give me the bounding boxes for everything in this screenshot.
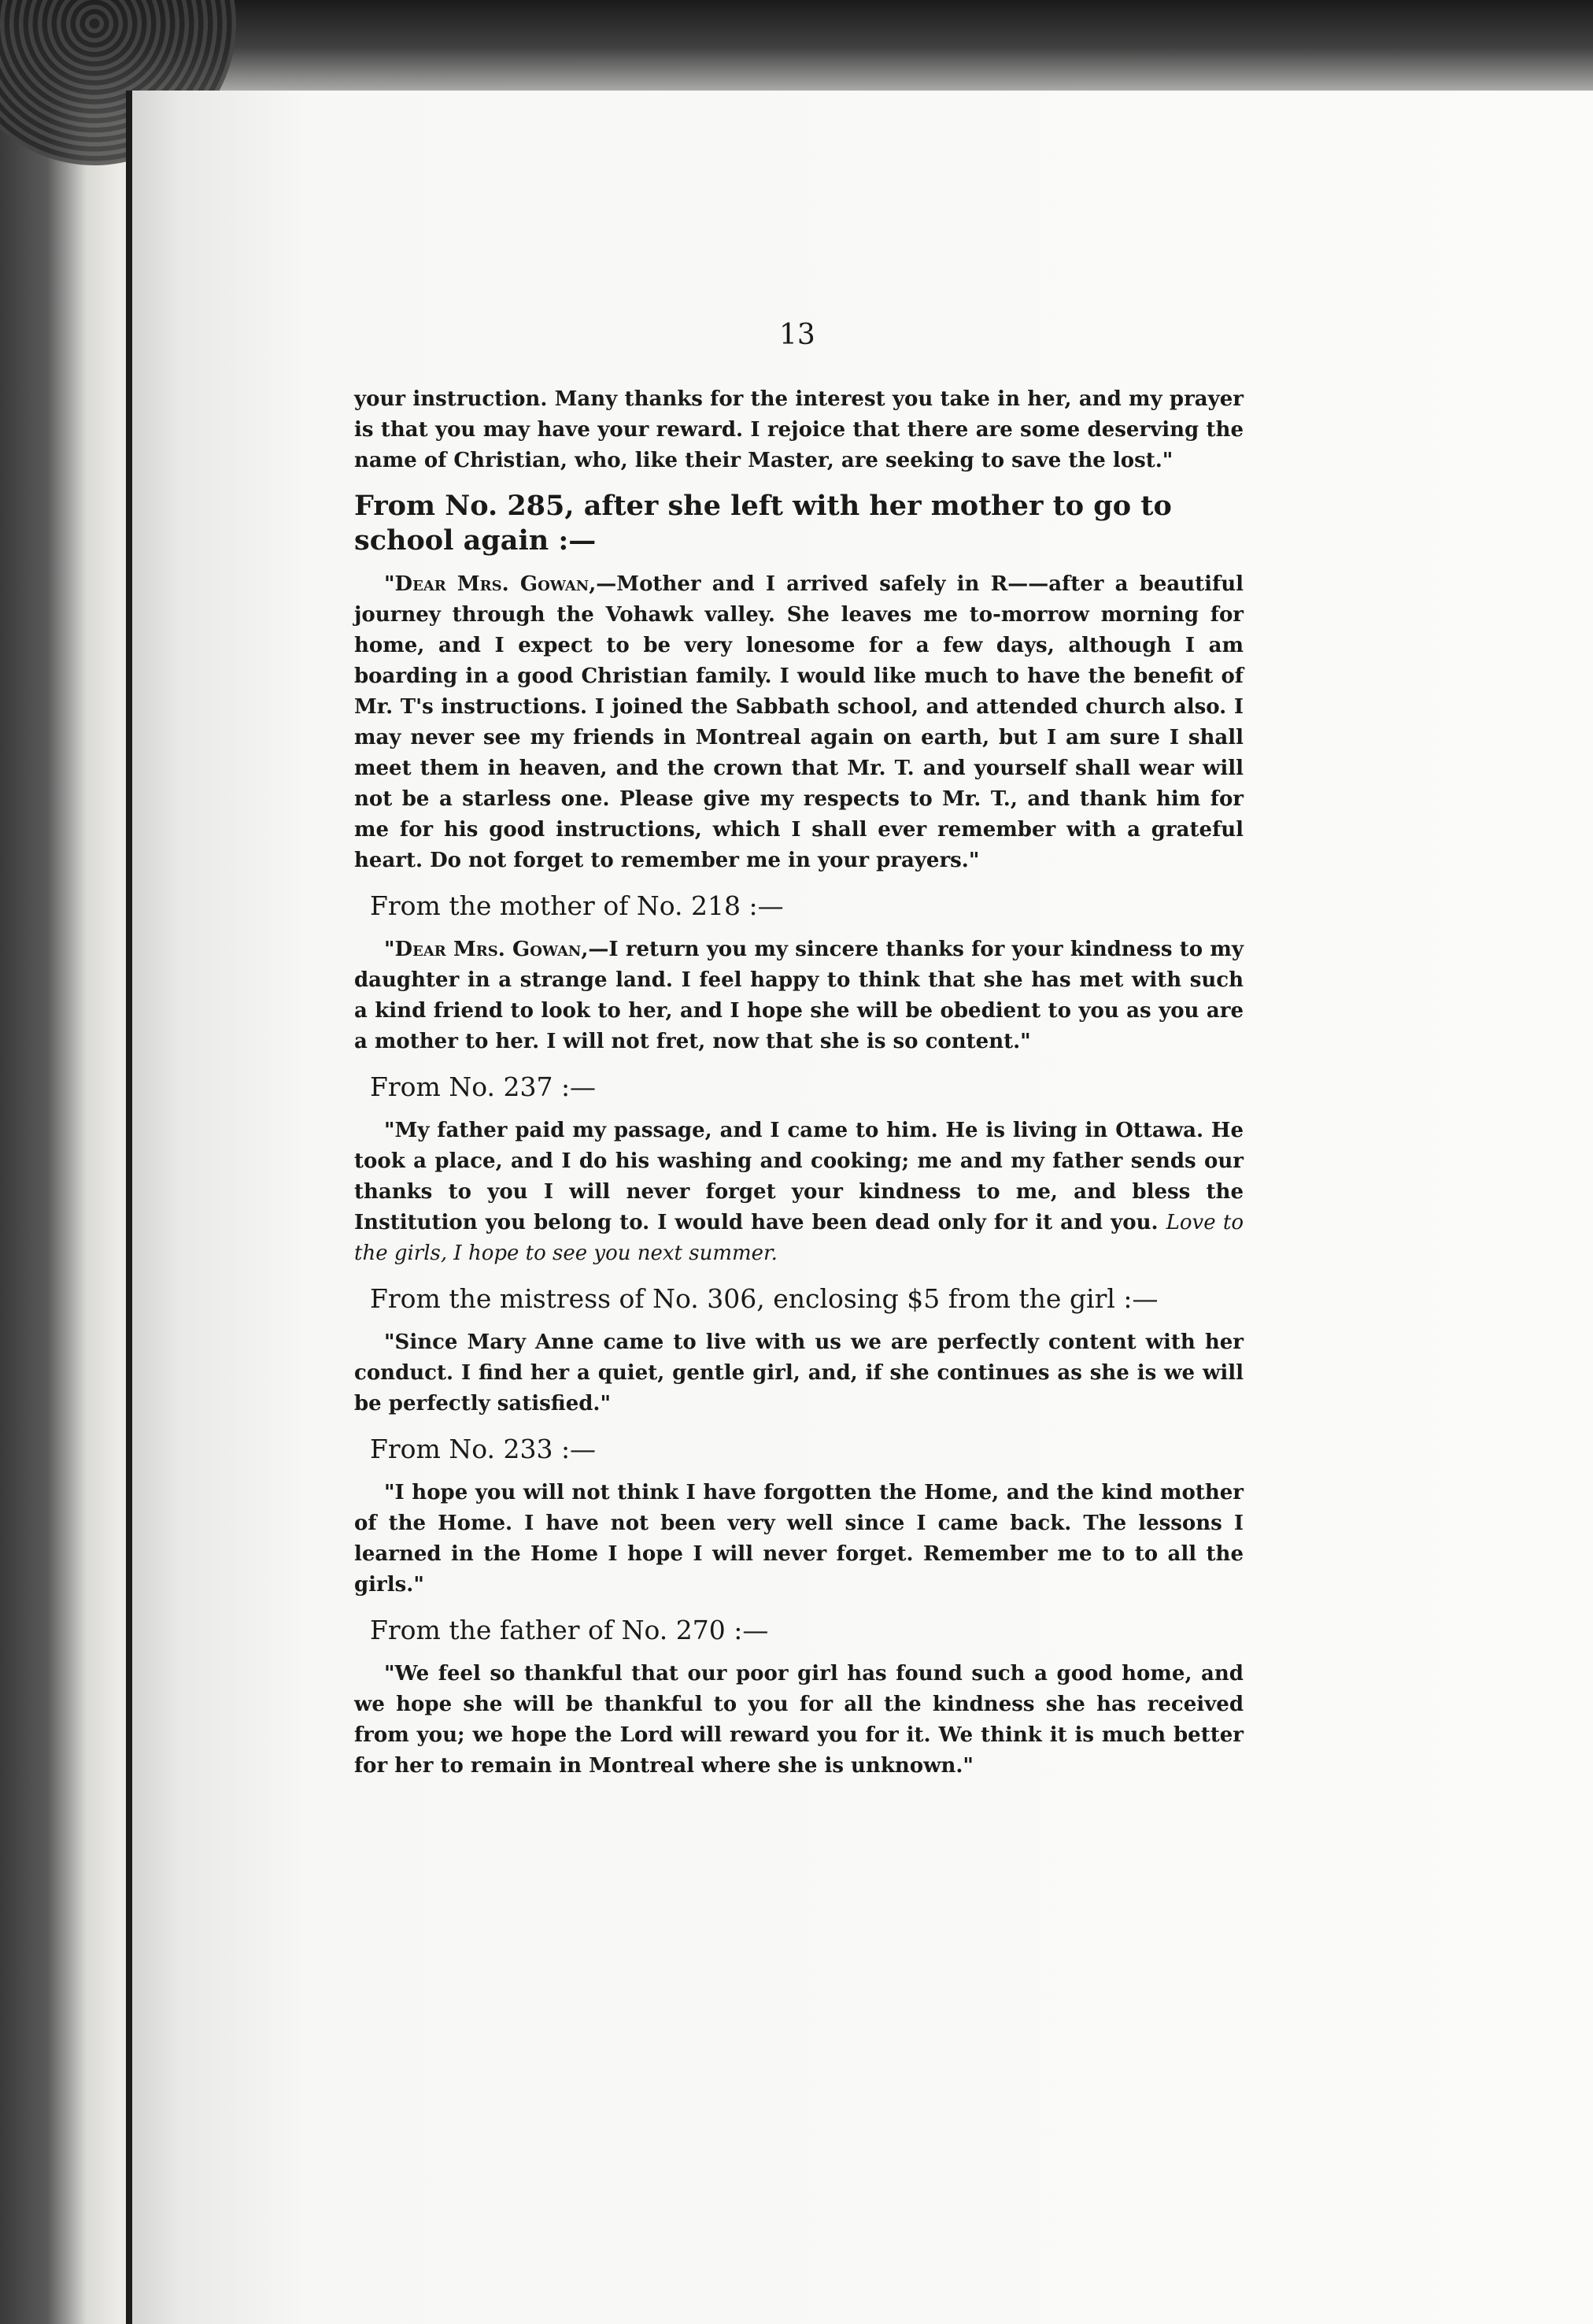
letter-218-body: —I return you my sincere thanks for your kindness to my daughter in a strange land. I feel happy to think that she has met with such a kind friend to look to her, and I hope she will be obedient to you as you are a mother to her. I will not fret, now that she is so content." xyxy=(354,938,1244,1053)
letter-285 xyxy=(354,569,1244,876)
letter-237 xyxy=(354,1116,1244,1269)
heading-270: From the father of No. 270 :— xyxy=(370,1615,769,1645)
letter-233: "I hope you will not think I have forgotten the Home, and the kind mother of the Home. I have not been very well since I came back. The lessons I learned in the Home I hope I will never forget. Remember me to to all the girls." xyxy=(354,1481,1244,1597)
letter-270: "We feel so thankful that our poor girl has found such a good home, and we hope she will be thankful to you for all the kindness she has received from you; we hope the Lord will reward you for it. We think it is much better for her to remain in Montreal where she is unknown." xyxy=(354,1662,1244,1778)
letter-237-body: "My father paid my passage, and I came to him. He is living in Ottawa. He took a place, and I do his washing and cooking; me and my father sends our thanks to you I will never forget your kindness to me, and bless the Institution you belong to. I would have been dead only for it and you. xyxy=(354,1119,1244,1234)
salutation: "Dear Mrs. Gowan, xyxy=(384,938,589,961)
letter-237-postscript: Love to the girls, I hope to see you next summer. xyxy=(354,1211,1244,1265)
letter-218 xyxy=(354,934,1244,1057)
heading-285: From No. 285, after she left with her mother to go to school again :— xyxy=(354,490,1172,557)
heading-218: From the mother of No. 218 :— xyxy=(370,890,784,921)
letter-285-body: —Mother and I arrived safely in R——after a beautiful journey through the Vohawk valley. She leaves me to-morrow morning for home, and I expect to be very lonesome for a few days, although I am boarding in a good Christian family. I would like much to have the benefit of Mr. T's instructions. I joined the Sabbath school, and attended church also. I may never see my friends in Montreal again on earth, but I am sure I shall meet them in heaven, and the crown that Mr. T. and yourself shall wear will not be a starless one. Please give my respects to Mr. T., and thank him for me for his good instructions, which I shall ever remember with a grateful heart. Do not forget to remember me in your prayers." xyxy=(354,572,1244,872)
letter-306: "Since Mary Anne came to live with us we are perfectly content with her conduct. I find her a quiet, gentle girl, and, if she continues as she is we will be perfectly satisfied." xyxy=(354,1330,1244,1415)
page-number: 13 xyxy=(779,319,815,351)
page-text xyxy=(354,384,1244,1782)
heading-306: From the mistress of No. 306, enclosing $5 from the girl :— xyxy=(370,1283,1159,1314)
heading-237: From No. 237 :— xyxy=(370,1071,597,1102)
salutation: "Dear Mrs. Gowan, xyxy=(384,572,597,596)
page-binding-edge xyxy=(126,91,132,2324)
heading-233: From No. 233 :— xyxy=(370,1434,597,1464)
paragraph-continued: your instruction. Many thanks for the interest you take in her, and my prayer is that you may have your reward. I rejoice that there are some deserving the name of Christian, who, like their Master, are seeking to save the lost." xyxy=(354,387,1244,472)
